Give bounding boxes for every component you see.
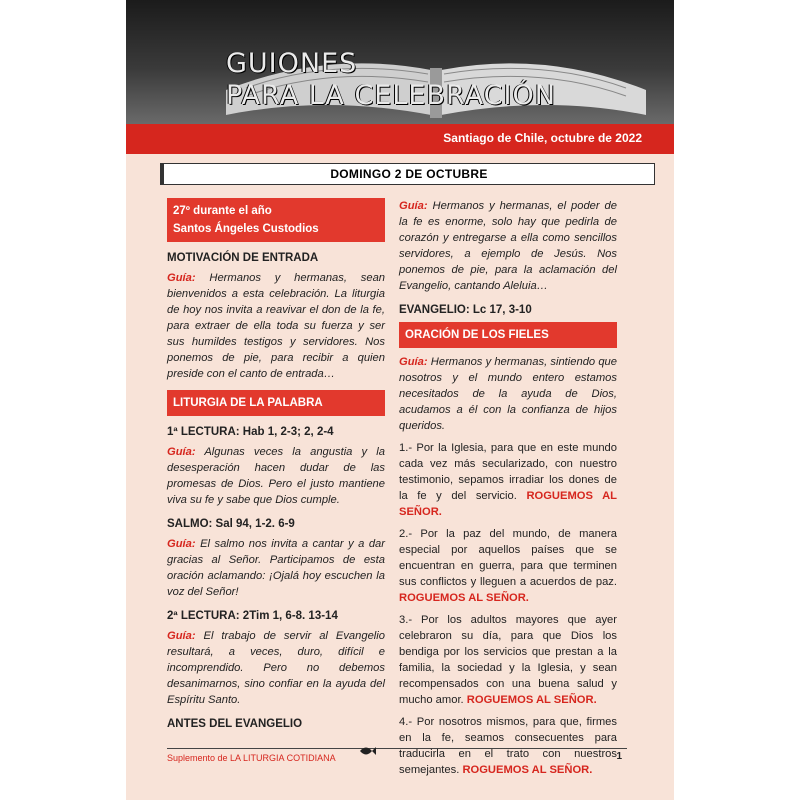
motivacion-title: MOTIVACIÓN DE ENTRADA bbox=[167, 252, 319, 264]
petition-1-text: 1.- Por la Iglesia, para que en este mundo cada vez más secularizado, con nuestro testimonio, sepamos irradiar los dones de la fe y del servicio. bbox=[399, 442, 617, 502]
title-line-1: GUIONES bbox=[226, 48, 358, 79]
salmo-paragraph bbox=[167, 536, 385, 600]
liturgia-box: LITURGIA DE LA PALABRA bbox=[167, 390, 385, 416]
supplement-label: Suplemento de LA LITURGIA COTIDIANA bbox=[167, 753, 336, 763]
response: ROGUEMOS AL SEÑOR. bbox=[462, 764, 593, 776]
footer bbox=[167, 748, 627, 763]
petition-1 bbox=[399, 440, 617, 520]
petition-3-text: 3.- Por los adultos mayores que ayer celebraron su día, para que Dios los bendiga por los servicios que prestan a la familia, la sociedad y la Iglesia, y sean recompensados con una buena salud y mucho amor. bbox=[399, 614, 617, 706]
banner bbox=[126, 0, 674, 124]
lectura1-text: Algunas veces la angustia y la desesperación hacen dudar de las promesas de Dios. Pero el justo mantiene viva su fe y sabe que Dios cumple. bbox=[167, 446, 385, 506]
guia-label: Guía: bbox=[399, 200, 428, 212]
motivacion-paragraph bbox=[167, 270, 385, 382]
feast-line-2: Santos Ángeles Custodios bbox=[173, 223, 319, 235]
response: ROGUEMOS AL SEÑOR. bbox=[399, 592, 529, 604]
publication-title bbox=[226, 48, 556, 112]
right-column bbox=[399, 198, 617, 784]
antes-text: Hermanos y hermanas, el poder de la fe es enorme, solo hay que pedirla de corazón y entregarse a ella como sencillos servidores, a ejemplo de Jesús. Nos ponemos de pie, para la aclamación del Evangelio, cantando Aleluia… bbox=[399, 200, 617, 292]
page bbox=[126, 0, 674, 800]
response: ROGUEMOS AL SEÑOR. bbox=[399, 490, 618, 518]
title-line-2: PARA LA CELEBRACIÓN bbox=[226, 80, 556, 111]
evangelio-title: EVANGELIO: Lc 17, 3-10 bbox=[399, 304, 532, 316]
oracion-text: Hermanos y hermanas, sintiendo que nosotros y el mundo entero estamos necesitados de la ayuda de Dios, acudamos a él con la confianza de hijos queridos. bbox=[399, 356, 617, 432]
guia-label: Guía: bbox=[167, 630, 196, 642]
guia-label: Guía: bbox=[399, 356, 428, 368]
oracion-box: ORACIÓN DE LOS FIELES bbox=[399, 322, 617, 348]
petition-4 bbox=[399, 714, 617, 778]
salmo-title: SALMO: Sal 94, 1-2. 6-9 bbox=[167, 518, 295, 530]
antes-title: ANTES DEL EVANGELIO bbox=[167, 718, 303, 730]
response: ROGUEMOS AL SEÑOR. bbox=[466, 694, 597, 706]
lectura2-text: El trabajo de servir al Evangelio resultará, a veces, duro, difícil e incomprendido. Pero no debemos desanimarnos, sino confiar en la ayuda del Espíritu Santo. bbox=[167, 630, 385, 706]
antes-paragraph bbox=[399, 198, 617, 294]
day-header: DOMINGO 2 DE OCTUBRE bbox=[160, 163, 655, 185]
feast-line-1: 27º durante el año bbox=[173, 205, 272, 217]
lectura2-title: 2ª LECTURA: 2Tim 1, 6-8. 13-14 bbox=[167, 610, 338, 622]
petition-4-text: 4.- Por nosotros mismos, para que, firmes en la fe, seamos consecuentes para traducirla en el trato con nuestros semejantes. bbox=[399, 716, 617, 776]
oracion-paragraph bbox=[399, 354, 617, 434]
petition-2 bbox=[399, 526, 617, 606]
guia-label: Guía: bbox=[167, 446, 196, 458]
lectura1-title: 1ª LECTURA: Hab 1, 2-3; 2, 2-4 bbox=[167, 426, 334, 438]
petition-3 bbox=[399, 612, 617, 708]
feast-box bbox=[167, 198, 385, 242]
place-date: Santiago de Chile, octubre de 2022 bbox=[443, 131, 642, 145]
fish-logo-icon bbox=[358, 744, 376, 758]
motivacion-text: Hermanos y hermanas, sean bienvenidos a esta celebración. La liturgia de hoy nos invita a reavivar el don de la fe, para extraer de ella toda su fuerza y ser sus humildes testigos y servidores. Nos ponemos de pie, para recibir a quien preside con el canto de entrada… bbox=[167, 272, 386, 380]
page-number: 1 bbox=[616, 751, 622, 762]
lectura1-paragraph bbox=[167, 444, 385, 508]
petition-2-text: 2.- Por la paz del mundo, de manera especial por aquellos países que se encuentran en guerra, para que terminen sus conflictos y lleguen a acuerdos de paz. bbox=[399, 528, 617, 588]
lectura2-paragraph bbox=[167, 628, 385, 708]
salmo-text: El salmo nos invita a cantar y a dar gracias al Señor. Participamos de esta oración aclamando: ¡Ojalá hoy escuchen la voz del Señor! bbox=[167, 538, 385, 598]
left-column bbox=[167, 198, 385, 736]
guia-label: Guía: bbox=[167, 538, 196, 550]
guia-label: Guía: bbox=[167, 272, 196, 284]
